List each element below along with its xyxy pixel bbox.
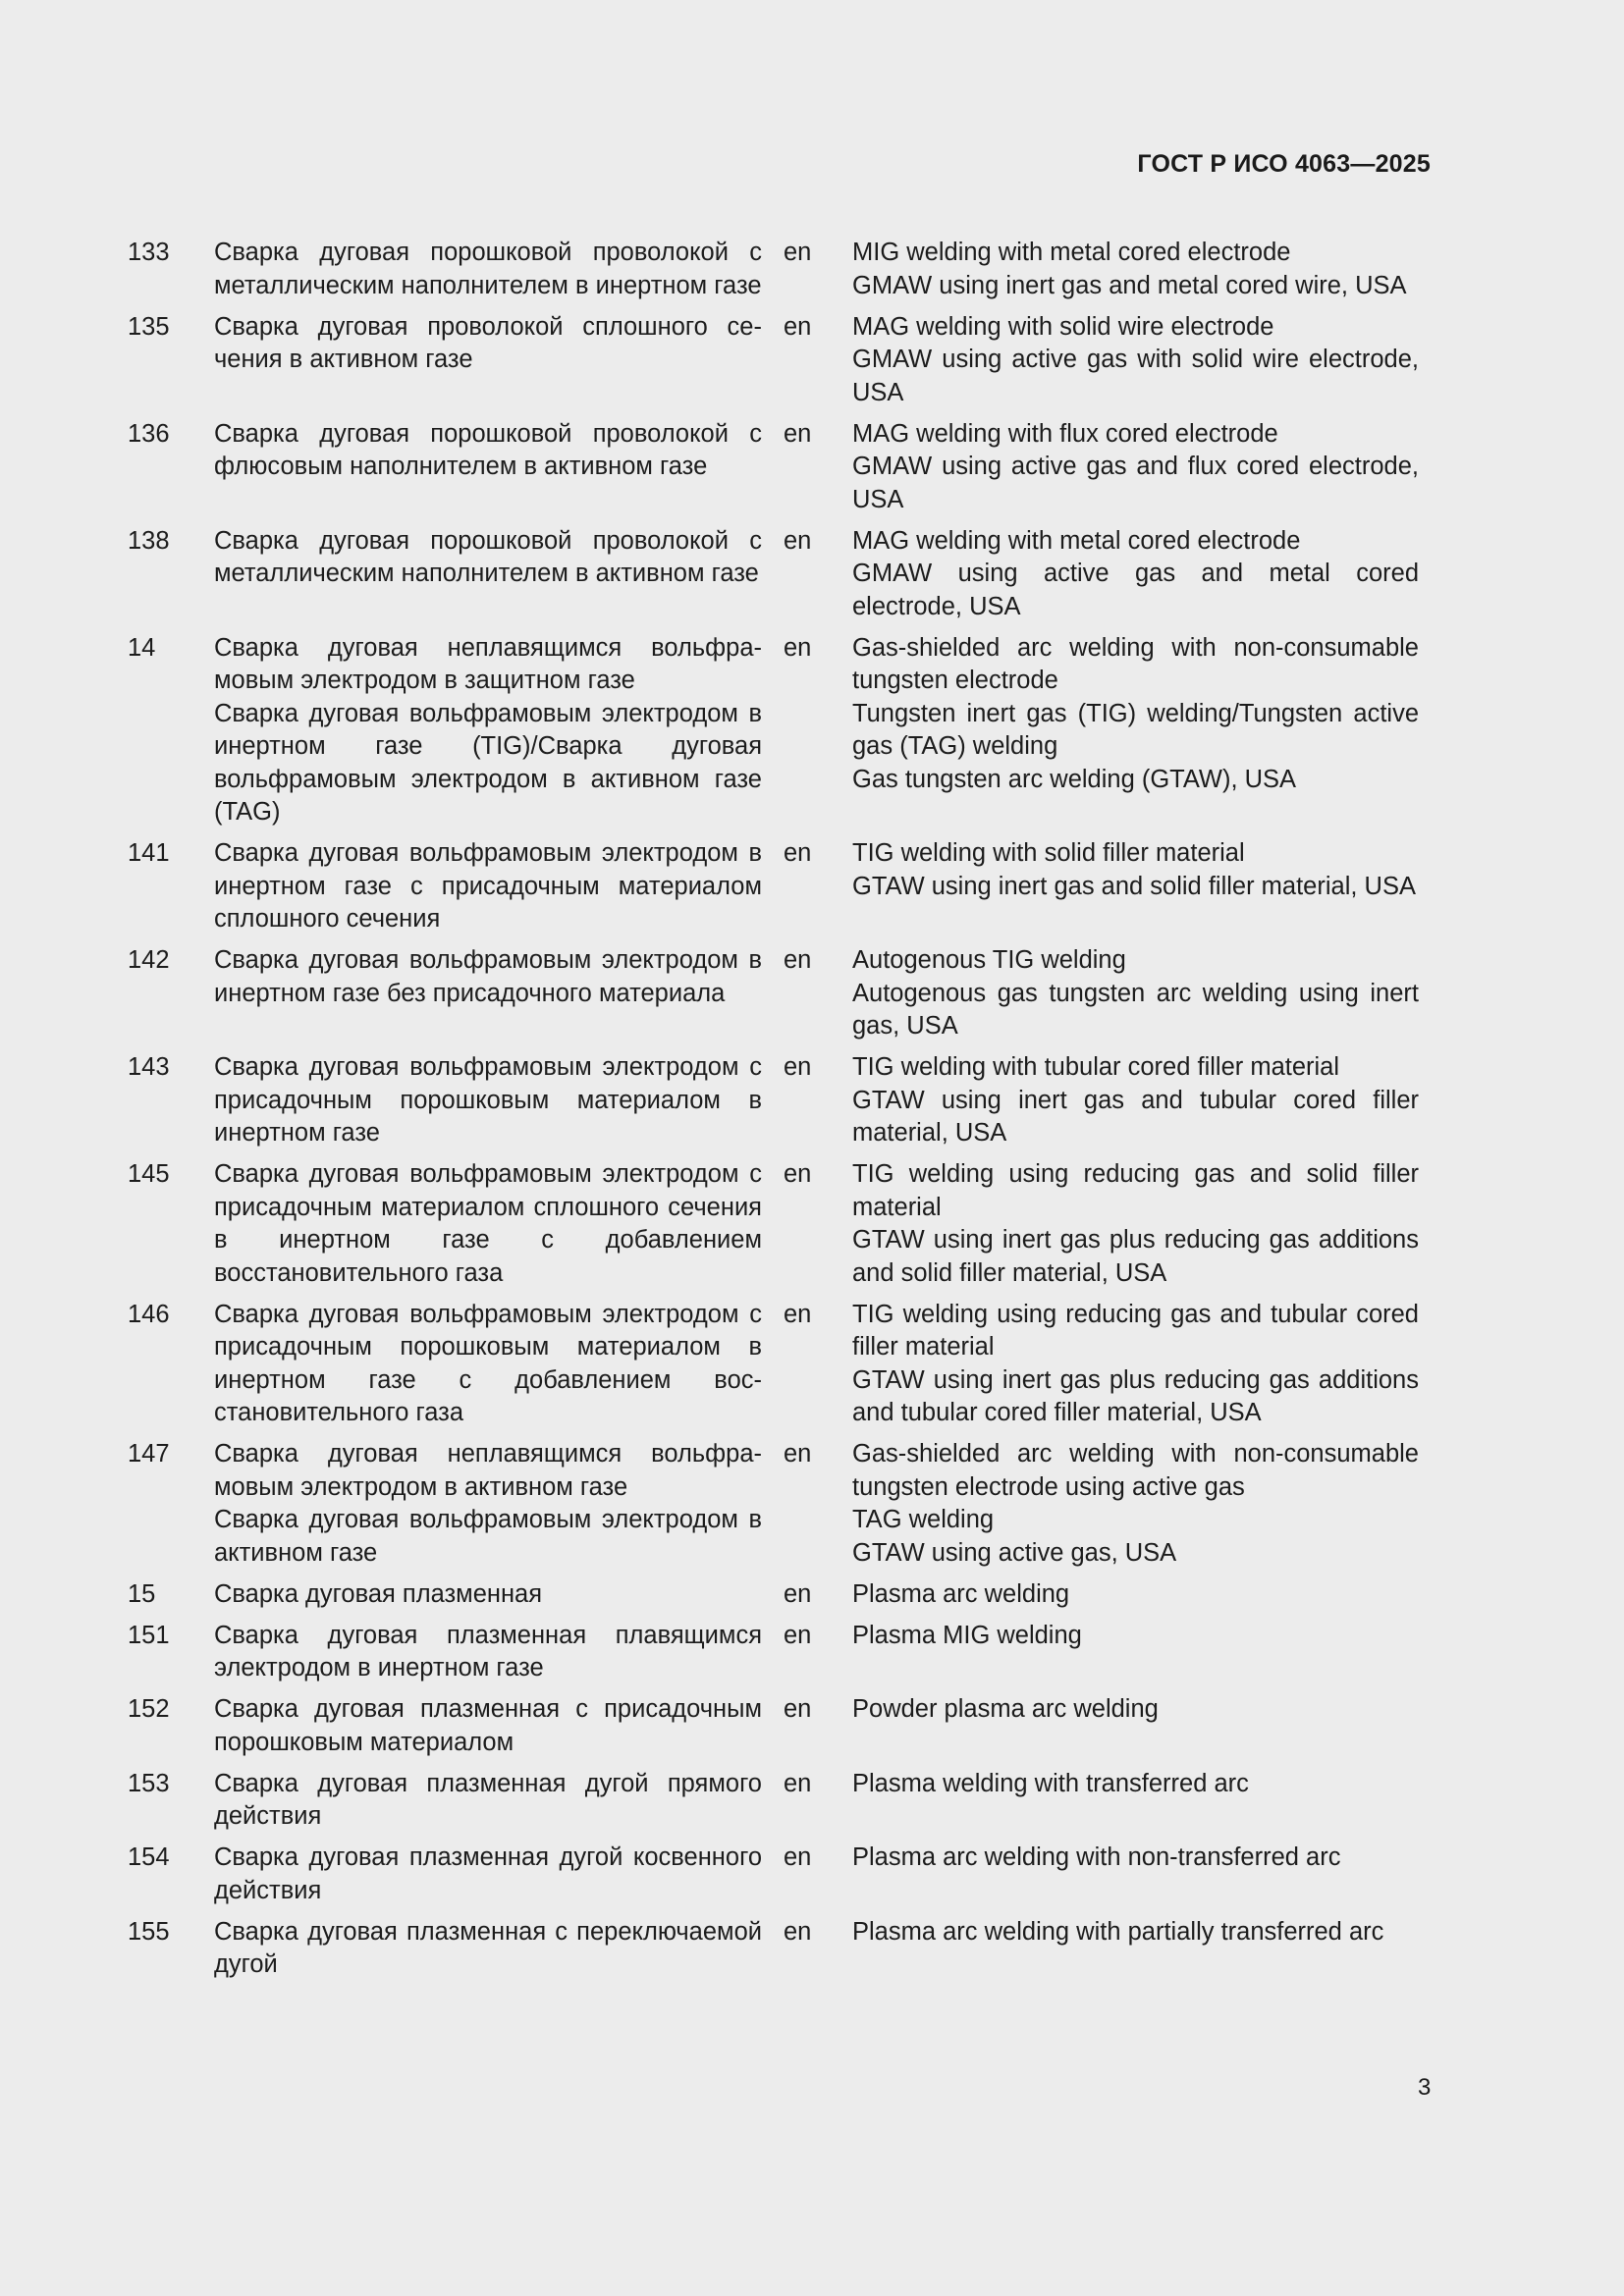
process-entry [0,1916,1624,1982]
english-term [852,1768,1419,1801]
russian-term-line: Сварка дуговая порошковой проволокой с металлическим наполнителем в инертном газе [214,239,762,299]
english-term-line: Autogenous TIG welding [852,946,1126,974]
english-term-line: Autogenous gas tungsten arc welding using inert gas, USA [852,979,1419,1040]
process-number: 151 [128,1621,170,1649]
english-term-line: MAG welding with flux cored electrode [852,419,1278,448]
process-entry [0,525,1624,624]
russian-term-line: Сварка дуговая плазменная с переключаемой дугой [214,1917,762,1978]
english-term-line: GMAW using active gas and metal cored electrode, USA [852,560,1419,620]
language-code: en [784,419,812,448]
russian-term [214,311,762,377]
russian-term-line: Сварка дуговая плазменная дугой косвенного действия [214,1843,762,1904]
russian-term-line: Сварка дуговая вольфрамовым электродом с присадочным материалом сплошного сечения в инертном газе с добавлением восстановительного газа [214,1160,762,1287]
english-term [852,311,1419,410]
russian-term-line: Сварка дуговая вольфрамовым электродом в инертном газе (TIG)/Сварка дуговая вольфрамовым электродом в активном газе (TAG) [214,699,762,826]
english-term-line: Plasma welding with transferred arc [852,1769,1249,1797]
english-term-line: MAG welding with solid wire electrode [852,312,1274,341]
english-term-line: GTAW using inert gas plus reducing gas additions and solid filler material, USA [852,1226,1419,1287]
language-code: en [784,1843,812,1871]
english-term-line: GTAW using inert gas and tubular cored filler material, USA [852,1086,1419,1147]
process-number: 143 [128,1053,170,1081]
process-number: 152 [128,1695,170,1723]
russian-term [214,1051,762,1150]
english-term-line: GTAW using active gas, USA [852,1538,1177,1567]
language-code: en [784,1440,812,1468]
process-entry [0,944,1624,1043]
process-entry [0,1158,1624,1290]
english-term [852,1438,1419,1570]
russian-term [214,944,762,1010]
english-term-line: Plasma arc welding [852,1579,1070,1608]
russian-term-line: Сварка дуговая вольфрамовым электродом в активном газе [214,1506,762,1567]
english-term-line: TIG welding with solid filler material [852,839,1245,867]
russian-term-line: Сварка дуговая плазменная с присадочным порошковым материалом [214,1695,762,1756]
russian-term [214,837,762,936]
process-number: 147 [128,1440,170,1468]
english-term-line: Plasma arc welding with non-transferred arc [852,1843,1341,1871]
process-number: 142 [128,946,170,974]
process-entry [0,1620,1624,1685]
russian-term [214,1438,762,1570]
english-term-line: Gas tungsten arc welding (GTAW), USA [852,765,1297,793]
english-term-line: Gas-shielded arc welding with non-consumable tungsten electrode using active gas [852,1440,1419,1501]
english-term-line: Plasma MIG welding [852,1621,1082,1649]
english-term [852,525,1419,624]
language-code: en [784,1053,812,1081]
russian-term-line: Сварка дуговая вольфрамовым электродом с присадочным порошковым материалом в инертном газе [214,1053,762,1147]
english-term-line: GMAW using active gas and flux cored electrode, USA [852,453,1419,513]
process-number: 145 [128,1160,170,1188]
process-number: 14 [128,633,156,662]
english-term-line: Tungsten inert gas (TIG) welding/Tungsten active gas (TAG) welding [852,699,1419,760]
language-code: en [784,1917,812,1946]
process-list [0,237,1624,1990]
language-code: en [784,1579,812,1608]
language-code: en [784,526,812,555]
russian-term-line: Сварка дуговая вольфрамовым электродом в инертном газе без присадочного материала [214,946,762,1007]
language-code: en [784,1621,812,1649]
english-term-line: GTAW using inert gas plus reducing gas additions and tubular cored filler material, USA [852,1365,1419,1426]
language-code: en [784,239,812,266]
english-term-line: GMAW using inert gas and metal cored wire, USA [852,271,1407,299]
english-term-line: Plasma arc welding with partially transferred arc [852,1917,1384,1946]
document-code-header: ГОСТ Р ИСО 4063—2025 [1137,150,1431,178]
russian-term-line: Сварка дуговая неплавящимся вольфрамовым электродом в активном газе [214,1440,762,1501]
russian-term-line: Сварка дуговая вольфрамовым электродом с присадочным порошковым материалом в инертном газе с добавлением восстановительного газа [214,1300,762,1426]
process-entry [0,1051,1624,1150]
language-code: en [784,1769,812,1797]
process-entry [0,1768,1624,1834]
russian-term [214,1578,762,1612]
process-entry [0,1693,1624,1759]
english-term [852,1299,1419,1430]
english-term [852,418,1419,517]
process-number: 136 [128,419,170,448]
process-entry [0,418,1624,517]
russian-term [214,1620,762,1685]
russian-term [214,418,762,484]
russian-term-line: Сварка дуговая порошковой проволокой с металлическим наполнителем в активном газе [214,526,762,587]
process-number: 146 [128,1300,170,1328]
process-entry [0,632,1624,829]
process-number: 135 [128,312,170,341]
process-number: 138 [128,526,170,555]
russian-term [214,1768,762,1834]
language-code: en [784,1695,812,1723]
russian-term-line: Сварка дуговая плазменная плавящимся электродом в инертном газе [214,1621,762,1682]
english-term [852,1620,1419,1653]
russian-term [214,1158,762,1290]
english-term-line: MAG welding with metal cored electrode [852,526,1301,555]
russian-term-line: Сварка дуговая плазменная [214,1579,543,1608]
russian-term-line: Сварка дуговая плазменная дугой прямого действия [214,1769,762,1830]
english-term-line: TIG welding with tubular cored filler material [852,1053,1340,1081]
russian-term-line: Сварка дуговая порошковой проволокой с флюсовым наполнителем в активном газе [214,419,762,480]
language-code: en [784,633,812,662]
process-number: 133 [128,239,170,266]
process-entry [0,837,1624,936]
language-code: en [784,1160,812,1188]
english-term [852,1051,1419,1150]
language-code: en [784,946,812,974]
russian-term-line: Сварка дуговая вольфрамовым электродом в инертном газе с присадочным материалом сплошного сечения [214,839,762,933]
process-entry [0,1842,1624,1907]
english-term [852,944,1419,1043]
english-term-line: TIG welding using reducing gas and solid filler material [852,1160,1419,1221]
russian-term-line: Сварка дуговая проволокой сплошного сечения в активном газе [214,312,762,373]
russian-term [214,1916,762,1982]
russian-term [214,1693,762,1759]
russian-term [214,1299,762,1430]
english-term-line: Powder plasma arc welding [852,1695,1159,1723]
russian-term [214,525,762,591]
english-term [852,237,1419,302]
english-term-line: MIG welding with metal cored electrode [852,239,1291,266]
english-term [852,1158,1419,1290]
language-code: en [784,839,812,867]
english-term [852,1693,1419,1727]
process-number: 141 [128,839,170,867]
english-term-line: GTAW using inert gas and solid filler material, USA [852,872,1416,900]
process-entry [0,311,1624,410]
language-code: en [784,312,812,341]
russian-term [214,237,762,302]
process-entry [0,1299,1624,1430]
language-code: en [784,1300,812,1328]
process-number: 153 [128,1769,170,1797]
english-term-line: GMAW using active gas with solid wire electrode, USA [852,346,1419,406]
process-number: 155 [128,1917,170,1946]
english-term-line: TAG welding [852,1506,995,1533]
english-term [852,632,1419,797]
russian-term [214,1842,762,1907]
english-term-line: Gas-shielded arc welding with non-consumable tungsten electrode [852,633,1419,694]
english-term [852,837,1419,903]
english-term [852,1842,1419,1875]
process-entry [0,237,1624,302]
process-entry [0,1578,1624,1612]
page-number: 3 [1418,2074,1432,2101]
russian-term [214,632,762,829]
process-number: 15 [128,1579,156,1608]
process-entry [0,1438,1624,1570]
process-number: 154 [128,1843,170,1871]
english-term [852,1916,1419,1949]
russian-term-line: Сварка дуговая неплавящимся вольфрамовым электродом в защитном газе [214,633,762,694]
english-term-line: TIG welding using reducing gas and tubular cored filler material [852,1300,1419,1361]
english-term [852,1578,1419,1612]
